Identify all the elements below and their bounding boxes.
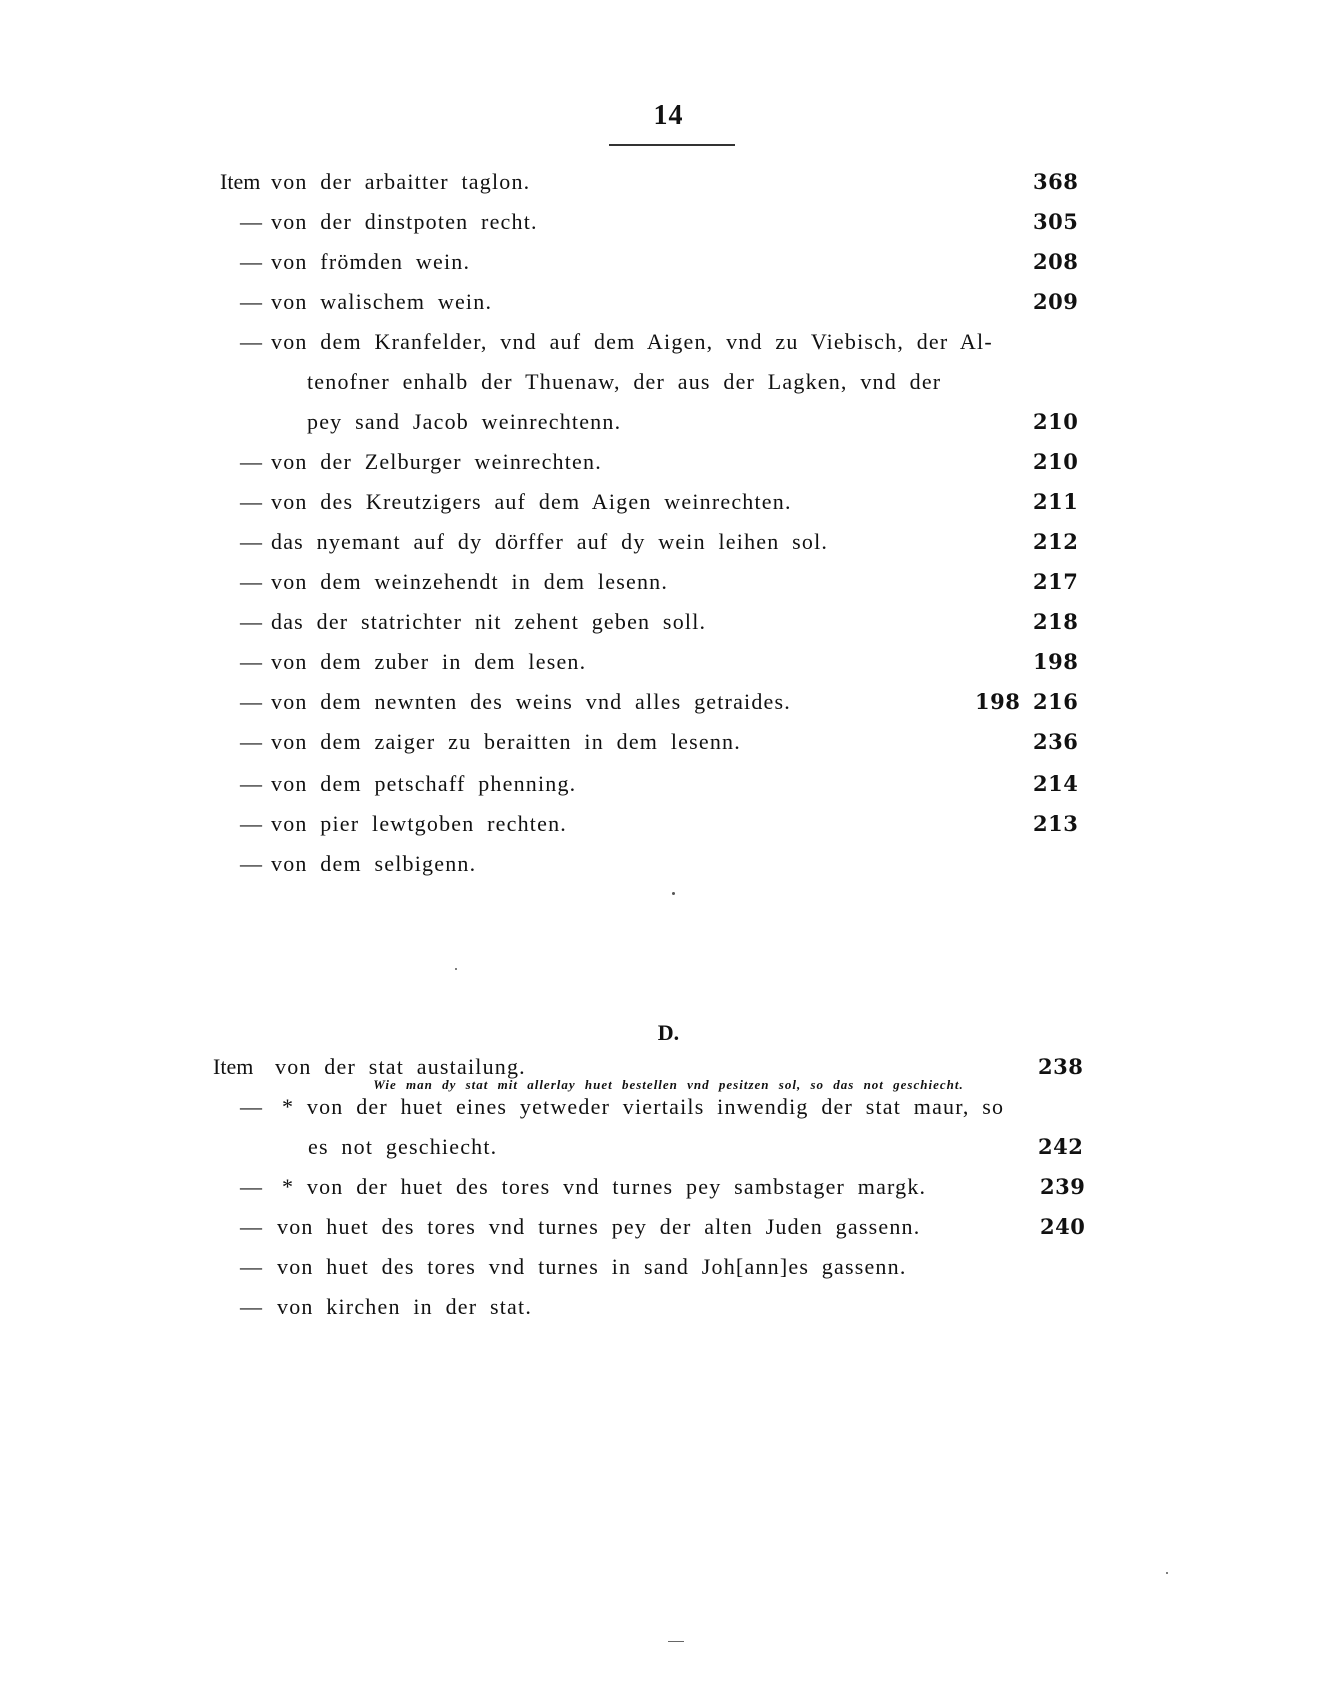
entry-page-ref: 212 (1033, 529, 1079, 554)
entry-page-ref: 218 (1033, 609, 1079, 634)
index-entry-continuation (0, 360, 1337, 403)
entry-page-ref: 208 (1033, 249, 1079, 274)
page-number-rule (609, 144, 735, 146)
entry-dash: — (240, 249, 262, 274)
index-entry (0, 440, 1337, 483)
footer-mark (668, 1641, 684, 1642)
entry-text: von der dinstpoten recht. (271, 209, 538, 234)
entry-text: von huet des tores vnd turnes in sand Joh[ann]es gassenn. (277, 1254, 907, 1279)
entry-page-ref: 213 (1033, 811, 1079, 836)
entry-text: das nyemant auf dy dörffer auf dy wein leihen sol. (271, 529, 829, 554)
entry-page-ref: 240 (1040, 1214, 1086, 1239)
index-entry (0, 762, 1337, 805)
entry-page-ref: 214 (1033, 771, 1079, 796)
entry-text-line-1: * von der huet eines yetweder viertails inwendig der stat maur, so (282, 1094, 1005, 1119)
entry-text: von der Zelburger weinrechten. (271, 449, 602, 474)
section-heading-letter: D. (657, 1020, 680, 1045)
entry-dash: — (240, 569, 262, 594)
entry-dash: — (240, 729, 262, 754)
print-speck (455, 968, 457, 970)
entry-text-line-2: es not geschiecht. (308, 1134, 498, 1159)
entry-text: von dem zuber in dem lesen. (271, 649, 587, 674)
index-entry (0, 842, 1337, 885)
index-entry (0, 640, 1337, 683)
index-entry (0, 480, 1337, 523)
entry-lead: Item (213, 1054, 254, 1079)
entry-dash: — (240, 329, 262, 354)
entry-page-ref: 198 (1033, 649, 1079, 674)
entry-page-ref: 305 (1033, 209, 1079, 234)
entry-dash: — (240, 1294, 262, 1319)
index-entry (0, 1085, 1337, 1128)
index-entry (0, 600, 1337, 643)
entry-page-ref: 236 (1033, 729, 1079, 754)
entry-page-ref: 239 (1040, 1174, 1086, 1199)
entry-text-line-1: von dem Kranfelder, vnd auf dem Aigen, vnd zu Viebisch, der Al- (271, 329, 993, 354)
index-entry (0, 680, 1337, 723)
entry-dash: — (240, 209, 262, 234)
print-speck (1166, 1572, 1168, 1574)
section-subtitle: Wie man dy stat mit allerlay huet bestellen vnd pesitzen sol, so das not geschiecht. (373, 1077, 964, 1092)
entry-text: * von der huet des tores vnd turnes pey sambstager margk. (282, 1174, 927, 1199)
entry-text: von des Kreutzigers auf dem Aigen weinrechten. (271, 489, 792, 514)
index-entry (0, 560, 1337, 603)
entry-dash: — (240, 1174, 262, 1199)
entry-text: von dem zaiger zu beraitten in dem lesenn. (271, 729, 741, 754)
entry-dash: — (240, 1214, 262, 1239)
entry-lead: Item (220, 169, 261, 194)
index-entry (0, 1045, 1337, 1088)
entry-text: von kirchen in der stat. (277, 1294, 533, 1319)
entry-text: von dem petschaff phenning. (271, 771, 577, 796)
entry-dash: — (240, 649, 262, 674)
index-entry (0, 720, 1337, 763)
entry-page-ref: 211 (1033, 489, 1079, 514)
entry-text: von pier lewtgoben rechten. (271, 811, 567, 836)
index-entry (0, 1205, 1337, 1248)
entry-text: von walischem wein. (271, 289, 493, 314)
entry-text: von der stat austailung. (275, 1054, 526, 1079)
index-entry-continuation (0, 400, 1337, 443)
index-entry (0, 240, 1337, 283)
entry-page-ref: 210 (1033, 409, 1079, 434)
entry-dash: — (240, 771, 262, 796)
print-speck (672, 892, 675, 895)
index-entry (0, 1165, 1337, 1208)
entry-dash: — (240, 1254, 262, 1279)
entry-page-ref: 210 (1033, 449, 1079, 474)
entry-dash: — (240, 489, 262, 514)
entry-page-ref: 217 (1033, 569, 1079, 594)
entry-dash: — (240, 851, 262, 876)
entry-text: von frömden wein. (271, 249, 471, 274)
entry-dash: — (240, 689, 262, 714)
entry-text-line-3: pey sand Jacob weinrechtenn. (307, 409, 622, 434)
entry-page-ref: 216 (1033, 689, 1079, 714)
index-entry (0, 1245, 1337, 1288)
entry-dash: — (240, 609, 262, 634)
entry-text-line-2: tenofner enhalb der Thuenaw, der aus der Lagken, vnd der (307, 369, 942, 394)
index-entry (0, 160, 1337, 203)
entry-dash: — (240, 449, 262, 474)
entry-page-ref: 242 (1038, 1134, 1084, 1159)
entry-text: von dem weinzehendt in dem lesenn. (271, 569, 669, 594)
index-entry (0, 802, 1337, 845)
entry-page-ref: 238 (1038, 1054, 1084, 1079)
entry-dash: — (240, 529, 262, 554)
entry-text: das der statrichter nit zehent geben soll. (271, 609, 707, 634)
index-entry (0, 520, 1337, 563)
index-entry (0, 320, 1337, 363)
entry-dash: — (240, 1094, 262, 1119)
entry-text: von huet des tores vnd turnes pey der alten Juden gassenn. (277, 1214, 921, 1239)
index-entry (0, 280, 1337, 323)
entry-page-ref-secondary: 198 (975, 689, 1021, 714)
entry-text: von dem newnten des weins vnd alles getraides. (271, 689, 791, 714)
entry-page-ref: 368 (1033, 169, 1079, 194)
index-entry (0, 200, 1337, 243)
entry-dash: — (240, 289, 262, 314)
index-entry (0, 1285, 1337, 1328)
page-number: 14 (653, 100, 684, 131)
index-entry-continuation (0, 1125, 1337, 1168)
entry-dash: — (240, 811, 262, 836)
entry-text: von dem selbigenn. (271, 851, 477, 876)
entry-page-ref: 209 (1033, 289, 1079, 314)
entry-text: von der arbaitter taglon. (271, 169, 531, 194)
